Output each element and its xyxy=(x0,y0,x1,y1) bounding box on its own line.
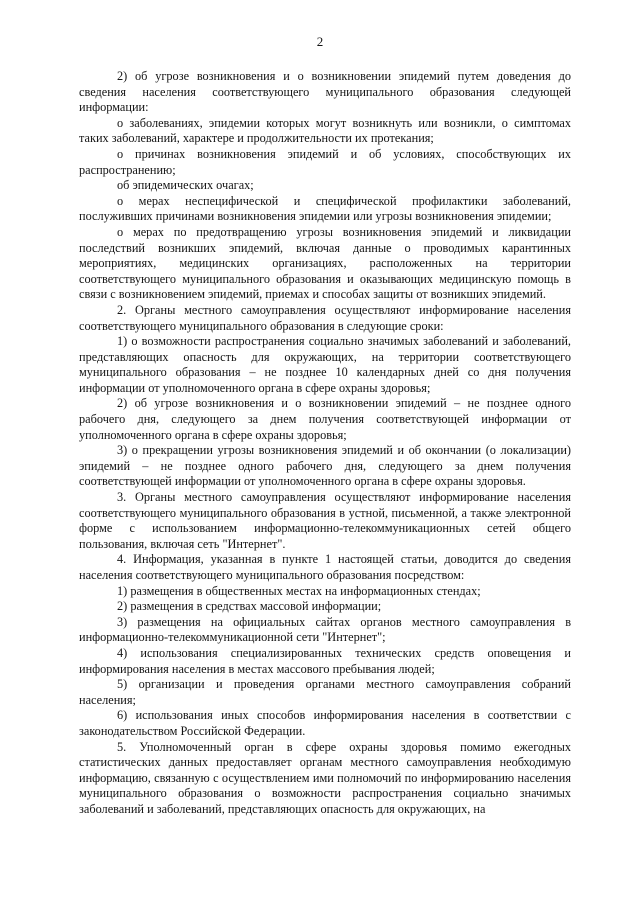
paragraph-deadline-2: 2) об угрозе возникновения и о возникновении эпидемий – не позднее одного рабочего дня, следующего за днем получения соответствующей информации от уполномоченного органа в сфере охраны здоровья; xyxy=(79,396,571,442)
paragraph-section-4-channels: 4. Информация, указанная в пункте 1 настоящей статьи, доводится до сведения населения соответствующего муниципального образования посредством: xyxy=(79,552,571,582)
paragraph-prevention-measures: о мерах неспецифической и специфической профилактики заболеваний, послуживших причинами возникновения эпидемии или угрозы возникновения эпидемии; xyxy=(79,193,571,224)
paragraph-section-3-forms: 3. Органы местного самоуправления осуществляют информирование населения соответствующего муниципального образования в устной, письменной, а также электронной форме с использованием информационно-телекоммуникационных сетей общего пользования, включая сеть "Интернет". xyxy=(79,490,571,551)
paragraph-deadline-3: 3) о прекращении угрозы возникновения эпидемий и об окончании (о локализации) эпидемий – не позднее одного рабочего дня, следующего за днем получения соответствующей информации от уполномоченного органа в сфере охраны здоровья. xyxy=(79,443,571,489)
paragraph-item-2-threat-notification: 2) об угрозе возникновения и о возникновении эпидемий путем доведения до сведения населения соответствующего муниципального образования следующей информации: xyxy=(79,69,571,115)
paragraph-section-5-authority: 5. Уполномоченный орган в сфере охраны здоровья помимо ежегодных статистических данных предоставляет органам местного самоуправления необходимую информацию, связанную с осуществлением ими полномочий по информированию населения муниципального образования о возможности распространения социально значимых заболеваний и заболеваний, представляющих опасность для окружающих, на xyxy=(79,739,571,816)
paragraph-liquidation-measures: о мерах по предотвращению угрозы возникновения эпидемий и ликвидации последствий возникших эпидемий, включая данные о проводимых карантинных мероприятиях, медицинских организациях, расположенных на территории соответствующего муниципального образования и оказывающих медицинскую помощь в связи с возникновением эпидемий, приемах и способах защиты от возникших эпидемий. xyxy=(79,224,571,302)
document-body xyxy=(79,69,571,818)
paragraph-diseases-symptoms: о заболеваниях, эпидемии которых могут возникнуть или возникли, о симптомах таких заболеваний, характере и продолжительности их протекания; xyxy=(79,115,571,146)
paragraph-channel-2: 2) размещения в средствах массовой информации; xyxy=(117,599,382,614)
paragraph-channel-6: 6) использования иных способов информирования населения в соответствии с законодательством Российской Федерации. xyxy=(79,708,571,738)
paragraph-epidemic-foci: об эпидемических очагах; xyxy=(117,178,254,193)
paragraph-channel-1: 1) размещения в общественных местах на информационных стендах; xyxy=(117,583,481,598)
paragraph-epidemic-causes: о причинах возникновения эпидемий и об условиях, способствующих их распространению; xyxy=(79,146,571,177)
paragraph-deadline-1: 1) о возможности распространения социально значимых заболеваний и заболеваний, представляющих опасность для окружающих, на территории соответствующего муниципального образования – не позднее 10 календарных дней со дня получения информации от уполномоченного органа в сфере охраны здоровья; xyxy=(79,334,571,395)
paragraph-channel-5: 5) организации и проведения органами местного самоуправления собраний населения; xyxy=(79,677,571,707)
paragraph-channel-4: 4) использования специализированных технических средств оповещения и информирования населения в местах массового пребывания людей; xyxy=(79,645,571,676)
page-number: 2 xyxy=(316,34,324,49)
paragraph-channel-3: 3) размещения на официальных сайтах органов местного самоуправления в информационно-телекоммуникационной сети "Интернет"; xyxy=(79,614,571,645)
paragraph-section-2-deadlines: 2. Органы местного самоуправления осуществляют информирование населения соответствующего муниципального образования в следующие сроки: xyxy=(79,302,571,333)
